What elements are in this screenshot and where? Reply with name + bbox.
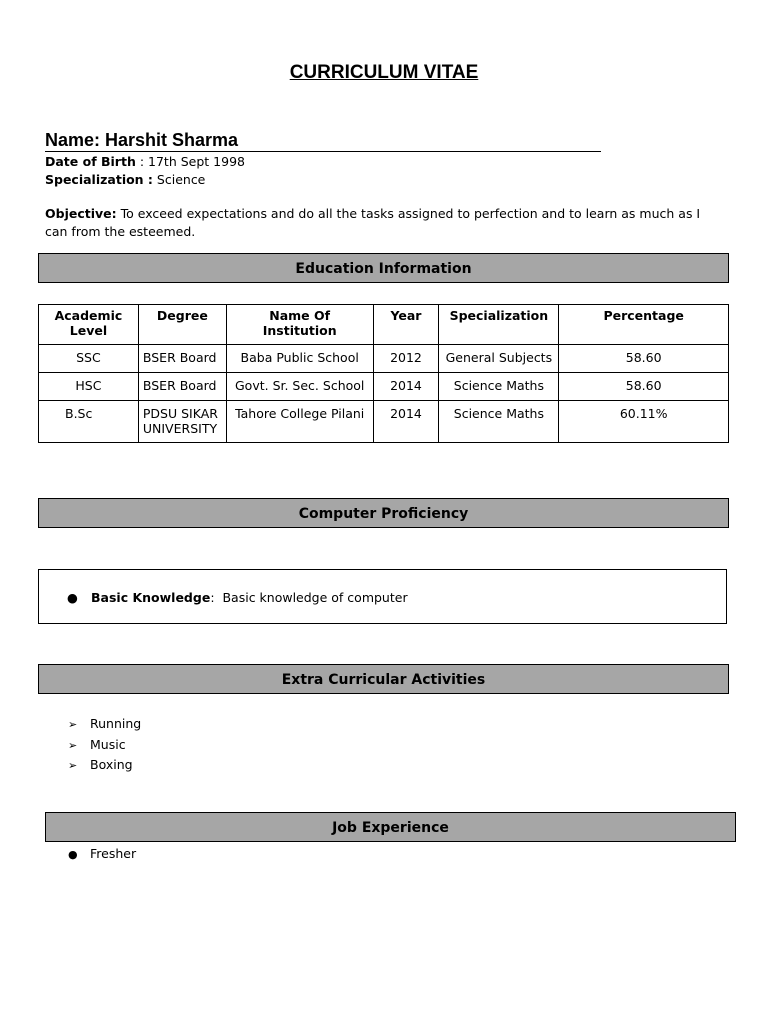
job-experience-list xyxy=(68,846,136,867)
specialization-value: Science xyxy=(156,172,206,187)
list-item: ➢ Running xyxy=(68,716,142,731)
table-row xyxy=(39,401,729,443)
candidate-name: Name: Harshit Sharma xyxy=(45,129,601,152)
dob-label: Date of Birth xyxy=(45,154,136,169)
header-degree: Degree xyxy=(138,305,226,345)
cell-year: 2014 xyxy=(373,401,439,443)
header-institution: Name Of Institution xyxy=(226,305,373,345)
section-computer-proficiency: Computer Proficiency xyxy=(38,498,729,528)
list-item: ● Fresher xyxy=(68,846,137,861)
objective xyxy=(45,205,725,241)
cell-percentage: 60.11% xyxy=(559,401,729,443)
header-percentage: Percentage xyxy=(559,305,729,345)
section-extra-curricular: Extra Curricular Activities xyxy=(38,664,729,694)
list-item: ➢ Boxing xyxy=(68,757,133,772)
objective-label: Objective: xyxy=(45,206,117,221)
section-job-experience: Job Experience xyxy=(45,812,736,842)
cell-degree: BSER Board xyxy=(138,345,226,373)
arrow-bullet-icon: ➢ xyxy=(68,718,78,731)
header-year: Year xyxy=(373,305,439,345)
cell-year: 2012 xyxy=(373,345,439,373)
cell-year: 2014 xyxy=(373,373,439,401)
cell-institution: Baba Public School xyxy=(226,345,373,373)
cell-specialization: Science Maths xyxy=(439,373,559,401)
table-row xyxy=(39,345,729,373)
bullet-icon: ● xyxy=(68,848,78,861)
header-academic-level: Academic Level xyxy=(39,305,139,345)
table-header-row xyxy=(39,305,729,345)
dob-value: : 17th Sept 1998 xyxy=(139,154,245,169)
proficiency-value: Basic knowledge of computer xyxy=(222,590,408,605)
date-of-birth xyxy=(45,154,245,169)
cell-degree: BSER Board xyxy=(138,373,226,401)
extra-activities-list xyxy=(68,716,141,778)
cell-percentage: 58.60 xyxy=(559,345,729,373)
cell-institution: Tahore College Pilani xyxy=(226,401,373,443)
list-item: ➢ Music xyxy=(68,736,126,752)
cell-specialization: Science Maths xyxy=(439,401,559,443)
cell-level: HSC xyxy=(39,373,139,401)
specialization xyxy=(45,172,205,187)
specialization-label: Specialization : xyxy=(45,172,153,187)
cell-specialization: General Subjects xyxy=(439,345,559,373)
cell-level: SSC xyxy=(39,345,139,373)
objective-text: To exceed expectations and do all the tasks assigned to perfection and to learn as much as I can from the esteemed. xyxy=(45,206,701,239)
cell-degree: PDSU SIKAR UNIVERSITY xyxy=(138,401,226,443)
arrow-bullet-icon: ➢ xyxy=(68,738,78,752)
cell-percentage: 58.60 xyxy=(559,373,729,401)
arrow-bullet-icon: ➢ xyxy=(68,759,78,772)
cell-institution: Govt. Sr. Sec. School xyxy=(226,373,373,401)
section-education: Education Information xyxy=(38,253,729,283)
table-row xyxy=(39,373,729,401)
computer-proficiency-box xyxy=(38,569,727,624)
cell-level: B.Sc xyxy=(39,401,139,443)
proficiency-label: Basic Knowledge xyxy=(91,590,211,605)
education-table xyxy=(38,304,729,443)
list-item: ● Basic Knowledge: Basic knowledge of computer xyxy=(67,590,408,605)
header-specialization: Specialization xyxy=(439,305,559,345)
bullet-icon: ● xyxy=(67,590,78,605)
document-title: CURRICULUM VITAE xyxy=(289,62,479,83)
